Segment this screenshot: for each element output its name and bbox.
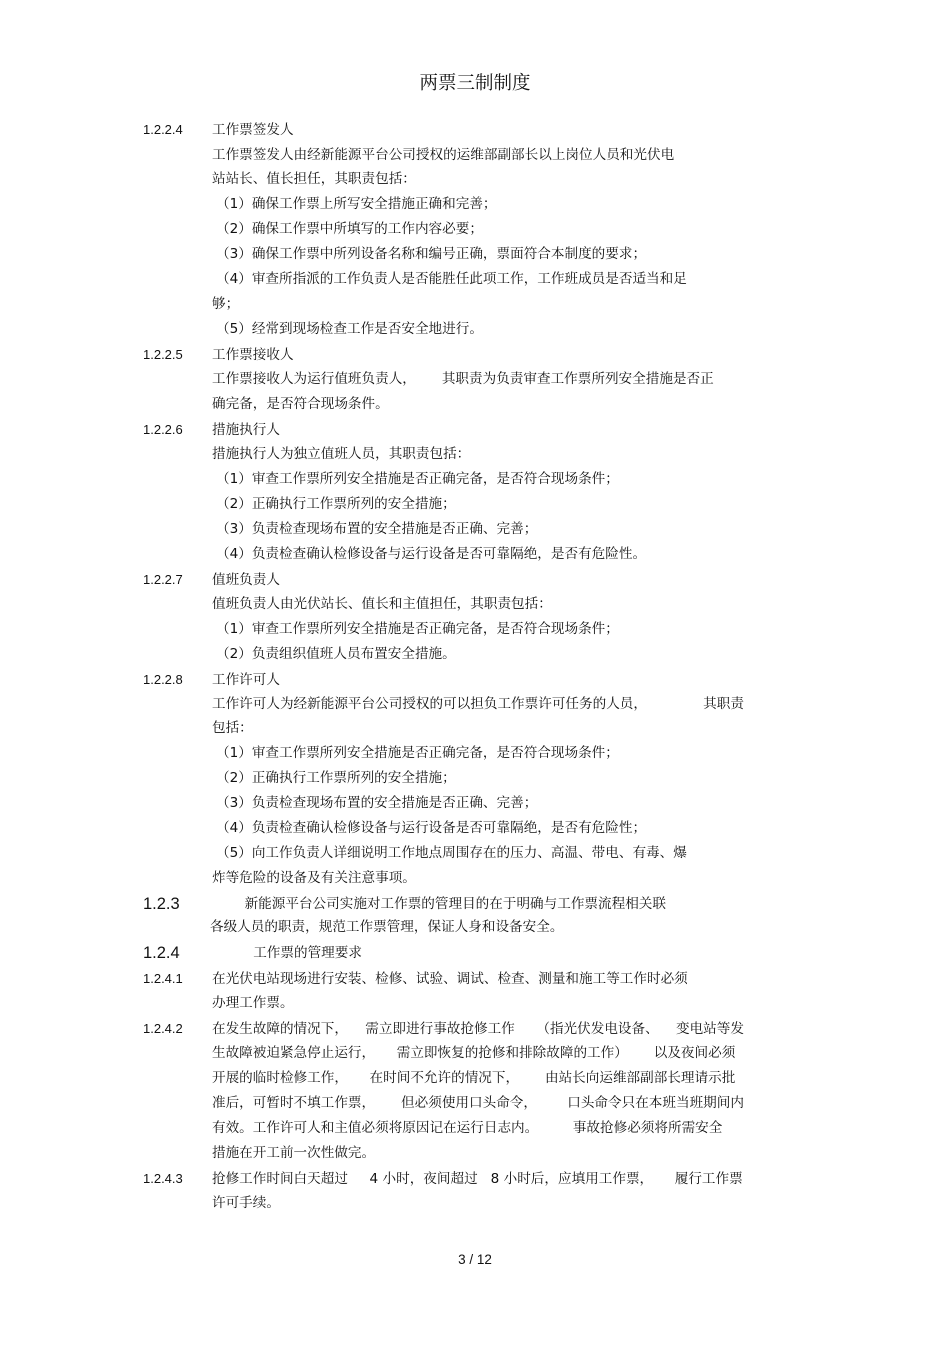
body-line: 值班负责人由光伏站长、值长和主值担任，其职责包括： [212,596,552,612]
list-item: （4）负责检查确认检修设备与运行设备是否可靠隔绝，是否有危险性。 [216,546,647,562]
body-line: 开展的临时检修工作， 在时间不允许的情况下， 由站长向运维部副部长理请示批 [212,1070,736,1086]
list-item: （2）确保工作票中所填写的工作内容必要； [216,221,483,237]
body-line: 确完备，是否符合现场条件。 [212,396,389,412]
body-line: 办理工作票。 [212,995,294,1011]
list-item: （5）向工作负责人详细说明工作地点周围存在的压力、高温、带电、有毒、爆 [216,845,687,861]
list-item: （3）负责检查现场布置的安全措施是否正确、完善； [216,521,538,537]
section-number: 1.2.4 [143,944,180,962]
body-line: 新能源平台公司实施对工作票的管理目的在于明确与工作票流程相关联 [210,896,666,912]
body-line: 包括： [212,720,253,736]
list-item: （1）确保工作票上所写安全措施正确和完善； [216,196,497,212]
body-line: 措施执行人为独立值班人员，其职责包括： [212,446,471,462]
section-number: 1.2.2.8 [143,672,183,687]
body-line: 工作票签发人由经新能源平台公司授权的运维部副部长以上岗位人员和光伏电 [212,147,675,163]
list-item: （2）负责组织值班人员布置安全措施。 [216,646,456,662]
section-number: 1.2.3 [143,895,180,913]
section-heading: 工作票的管理要求 [210,945,362,961]
section-number: 1.2.2.6 [143,422,183,437]
body-line: 生故障被迫紧急停止运行， 需立即恢复的抢修和排除故障的工作） 以及夜间必须 [212,1045,736,1061]
body-line: 许可手续。 [212,1195,280,1211]
section-number: 1.2.2.4 [143,122,183,137]
body-line: 各级人员的职责，规范工作票管理，保证人身和设备安全。 [210,919,564,935]
list-item: （4）负责检查确认检修设备与运行设备是否可靠隔绝，是否有危险性； [216,820,647,836]
list-item: （3）负责检查现场布置的安全措施是否正确、完善； [216,795,538,811]
body-line: 在光伏电站现场进行安装、检修、试验、调试、检查、测量和施工等工作时必须 [212,971,688,987]
section-number: 1.2.2.5 [143,347,183,362]
body-line: 站站长、值长担任，其职责包括： [212,171,416,187]
list-item: （4）审查所指派的工作负责人是否能胜任此项工作，工作班成员是否适当和足 [216,271,687,287]
list-item: （2）正确执行工作票所列的安全措施； [216,770,456,786]
body-line: 工作许可人为经新能源平台公司授权的可以担负工作票许可任务的人员， 其职责 [212,696,744,712]
body-line: 抢修工作时间白天超过 4 小时，夜间超过 8 小时后，应填用工作票， 履行工作票 [212,1171,743,1187]
list-item: （5）经常到现场检查工作是否安全地进行。 [216,321,483,337]
page-number: 3 / 12 [458,1252,492,1267]
section-heading: 值班负责人 [212,572,280,588]
body-line: 在发生故障的情况下， 需立即进行事故抢修工作 （指光伏发电设备、 变电站等发 [212,1021,744,1037]
list-item: （1）审查工作票所列安全措施是否正确完备，是否符合现场条件； [216,621,619,637]
list-item: （2）正确执行工作票所列的安全措施； [216,496,456,512]
section-heading: 工作票签发人 [212,122,294,138]
section-number: 1.2.4.3 [143,1171,183,1186]
section-heading: 措施执行人 [212,422,280,438]
body-line: 工作票接收人为运行值班负责人， 其职责为负责审查工作票所列安全措施是否正 [212,371,714,387]
section-heading: 工作许可人 [212,672,280,688]
body-line: 措施在开工前一次性做完。 [212,1145,376,1161]
body-line: 够； [212,296,240,312]
body-line: 有效。工作许可人和主值必须将原因记在运行日志内。 事故抢修必须将所需安全 [212,1120,723,1136]
list-item: （1）审查工作票所列安全措施是否正确完备，是否符合现场条件； [216,471,619,487]
body-line: 炸等危险的设备及有关注意事项。 [212,870,416,886]
section-number: 1.2.2.7 [143,572,183,587]
page-title: 两票三制制度 [419,73,531,94]
list-item: （3）确保工作票中所列设备名称和编号正确，票面符合本制度的要求； [216,246,647,262]
section-number: 1.2.4.1 [143,971,183,986]
list-item: （1）审查工作票所列安全措施是否正确完备，是否符合现场条件； [216,745,619,761]
body-line: 准后，可暂时不填工作票， 但必须使用口头命令， 口头命令只在本班当班期间内 [212,1095,744,1111]
section-heading: 工作票接收人 [212,347,294,363]
section-number: 1.2.4.2 [143,1021,183,1036]
